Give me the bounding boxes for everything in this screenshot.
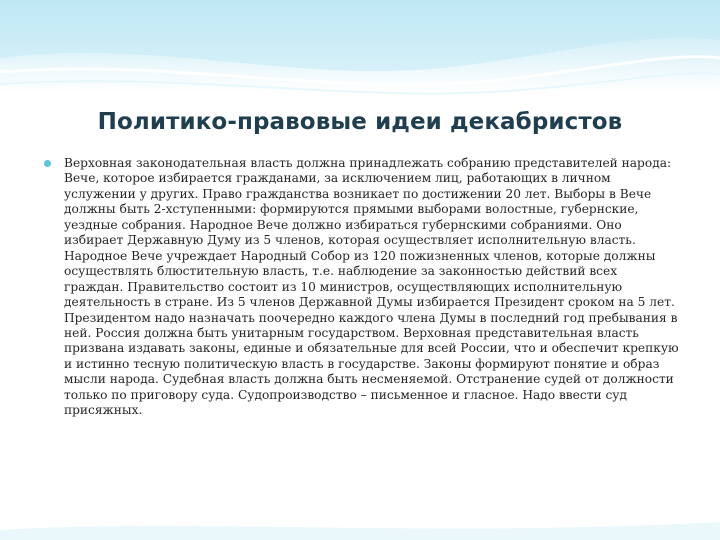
bullet-list — [44, 156, 680, 419]
round-bullet-icon — [44, 160, 51, 167]
decorative-bottom-wave — [0, 500, 720, 540]
bullet-text: Верховная законодательная власть должна принадлежать собранию представителей народа: Вече, которое избирается гражданами, за исключением лиц, работающих в личном услужении у других. Право гражданства возникает по достижении 20 лет. Выборы в Вече должны быть 2-хступенными: формируются прямыми выборами волостные, губернские, уездные собрания. Народное Вече должно избираться губернскими собраниями. Оно избирает Державную Думу из 5 членов, которая осуществляет исполнительную власть. Народное Вече учреждает Народный Собор из 120 пожизненных членов, которые должны осуществлять блюстительную власть, т.е. наблюдение за законностью действий всех граждан. Правительство состоит из 10 министров, осуществляющих исполнительную деятельность в стране. Из 5 членов Державной Думы избирается Президент сроком на 5 лет. Президентом надо назначать поочередно каждого члена Думы в последний год пребывания в ней. Россия должна быть унитарным государством. Верховная представительная власть призвана издавать законы, единые и обязательные для всей России, что и обеспечит крепкую и истинно тесную политическую власть в государстве. Законы формируют понятие и образ мысли народа. Судебная власть должна быть несменяемой. Отстранение судей от должности только по приговору суда. Судопроизводство – письменное и гласное. Надо ввести суд присяжных. — [64, 156, 679, 418]
slide-title: Политико-правовые идеи декабристов — [97, 109, 623, 135]
decorative-wave — [0, 0, 720, 110]
